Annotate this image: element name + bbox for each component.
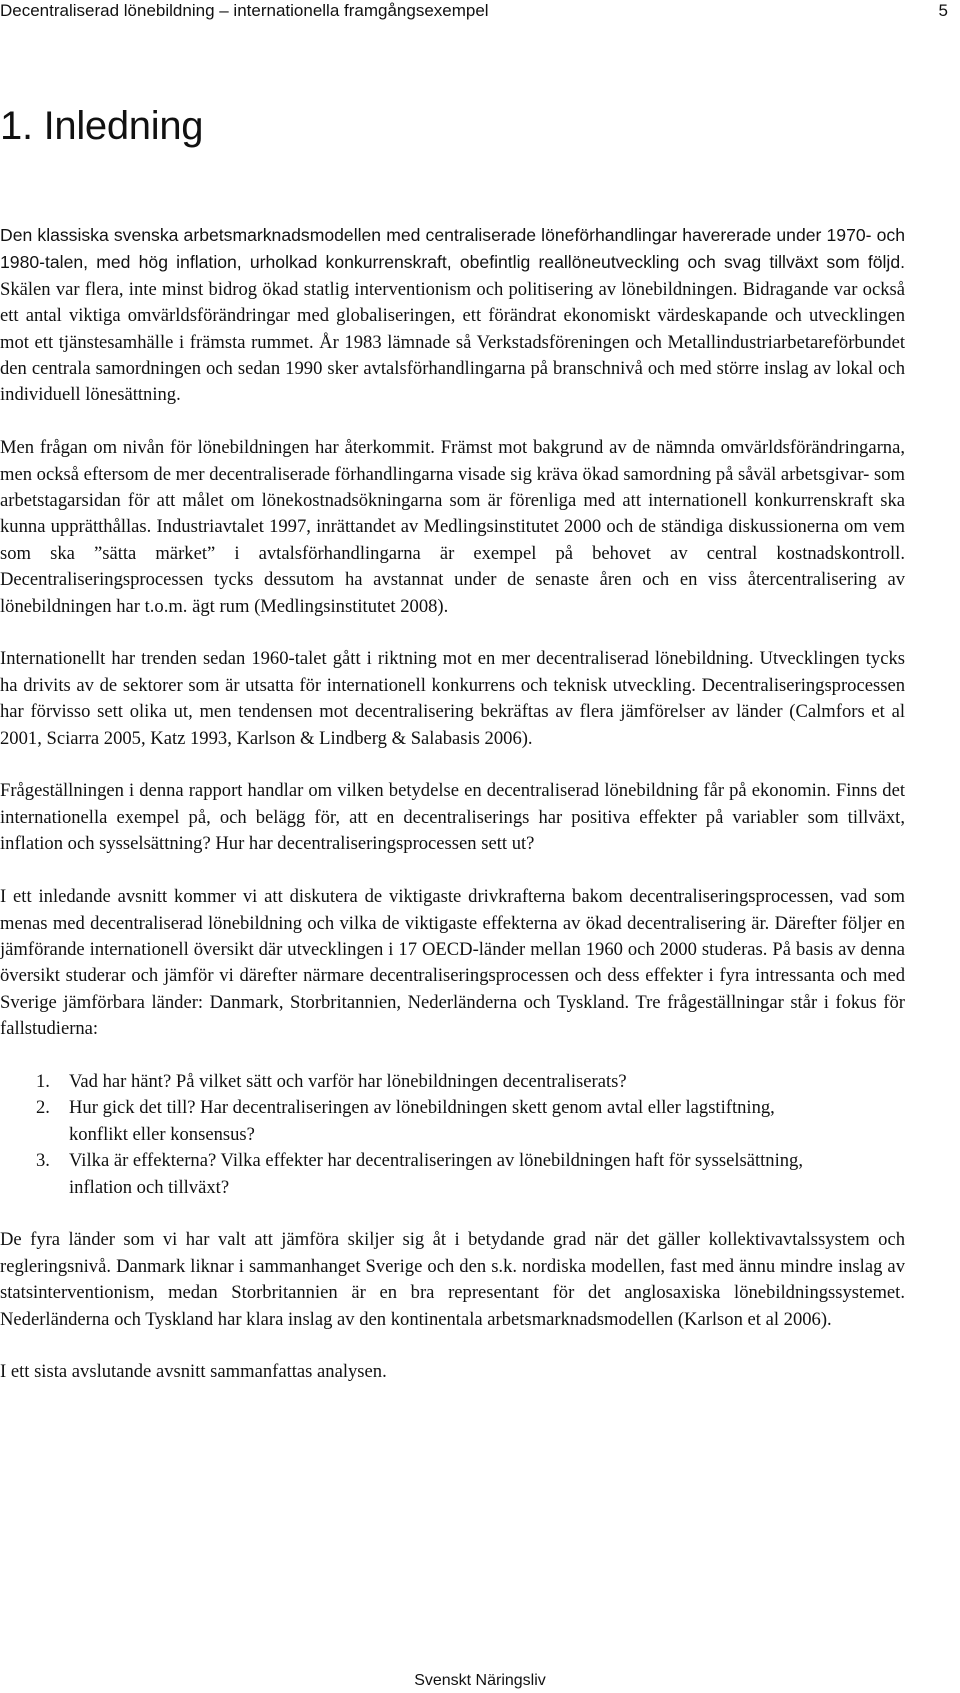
paragraph-intro-sans-run: Den klassiska svenska arbetsmarknadsmodellen med centraliserade löneförhandlingar havererade under 1970- och 1980-talen, med hög inflation, urholkad konkurrenskraft, obefintlig reallöneutveckling och svag tillväxt som följd. <box>0 225 905 273</box>
paragraph-research-question: Frågeställningen i denna rapport handlar om vilken betydelse en decentraliserad lönebildning får på ekonomin. Finns det internationella exempel på, och belägg för, att en decentraliserings har positiva effekter på variabler som tillväxt, inflation och sysselsättning? Hur har decentraliseringsprocessen sett ut? <box>0 780 905 855</box>
list-item-number: 1. <box>36 1070 50 1092</box>
page-number: 5 <box>938 1 948 20</box>
paragraph-intro <box>0 222 905 409</box>
paragraph-outline: I ett inledande avsnitt kommer vi att diskutera de viktigaste drivkrafterna bakom decentraliseringsprocessen, vad som menas med decentraliserad lönebildning och vilka de viktigaste effekterna av ökad decentralisering är. Därefter följer en jämförande internationell översikt där utvecklingen i 17 OECD-länder mellan 1960 och 2000 studeras. På basis av denna översikt studerar och jämför vi därefter närmare decentraliseringsprocessen och dess effekter i fyra intressanta och med Sverige jämförbara länder: Danmark, Storbritannien, Nederländerna och Tyskland. Tre frågeställningar står i fokus för fallstudierna: <box>0 886 905 1040</box>
running-header <box>0 0 948 24</box>
list-item <box>0 1069 905 1095</box>
paragraph-country-selection: De fyra länder som vi har valt att jämföra skiljer sig åt i betydande grad när det gäller kollektivavtalssystem och regleringsnivå. Danmark liknar i sammanhanget Sverige och den s.k. nordiska modellen, fast med ännu mindre inslag av statsinterventionism, medan Storbritannien är en bra representant för det anglosaxiska lönebildningssystemet. Nederländerna och Tyskland har klara inslag av den kontinentala arbetsmarknadsmodellen (Karlson et al 2006). <box>0 1229 905 1330</box>
paragraph-intro-serif-run: Skälen var flera, inte minst bidrog ökad statlig interventionism och politisering av lönebildningen. <box>0 278 738 300</box>
paragraph-international-trend: Internationellt har trenden sedan 1960-talet gått i riktning mot en mer decentraliserad lönebildning. Utvecklingen tycks ha drivits av de sektorer som är utsatta för internationell konkurrens och teknisk utveckling. Decentraliseringsprocessen har förvisso sett olika ut, men tendensen mot decentralisering bekräftas av flera jämförelser av länder (Calmfors et al 2001, Sciarra 2005, Katz 1993, Karlson & Lindberg & Salabasis 2006). <box>0 648 905 749</box>
list-item-text: Hur gick det till? Har decentraliseringen av lönebildningen skett genom avtal eller lagstiftning, konflikt eller konsensus? <box>69 1097 775 1145</box>
paragraph-conclusion: I ett sista avslutande avsnitt sammanfattas analysen. <box>0 1361 387 1383</box>
chapter-heading: 1. Inledning <box>0 104 204 148</box>
list-item-text: Vilka är effekterna? Vilka effekter har decentraliseringen av lönebildningen haft för sysselsättning, inflation och tillväxt? <box>69 1150 804 1198</box>
list-item-number: 3. <box>36 1150 50 1172</box>
paragraph-coordination: Men frågan om nivån för lönebildningen har återkommit. Främst mot bakgrund av de nämnda omvärldsförändringarna, men också eftersom de mer decentraliserade förhandlingarna visade sig kräva ökad samordning på såväl arbetsgivar- som arbetstagarsidan för att målet om lönekostnadsökningarna som är förenliga med att internationell konkurrenskraft ska kunna upprätthållas. Industriavtalet 1997, inrättandet av Medlingsinstitutet 2000 och de ständiga diskussionerna om vem som ska ”sätta märket” i avtalsförhandlingarna är exempel på behovet av central kostnadskontroll. Decentraliseringsprocessen tycks dessutom ha avstannat under de senaste åren och en viss återcentralisering av lönebildningen har t.o.m. ägt rum (Medlingsinstitutet 2008). <box>0 437 905 617</box>
list-item-number: 2. <box>36 1097 50 1119</box>
running-footer: Svenskt Näringsliv <box>414 1672 546 1689</box>
header-title: Decentraliserad lönebildning – internationella framgångsexempel <box>0 1 489 20</box>
body-text <box>0 222 905 1386</box>
list-item <box>0 1148 905 1201</box>
question-list <box>0 1069 905 1201</box>
list-item-text: Vad har hänt? På vilket sätt och varför har lönebildningen decentraliserats? <box>69 1070 627 1092</box>
list-item <box>0 1095 905 1148</box>
paragraph-intro-serif-run-2: Bidragande var också ett antal viktiga omvärldsförändringar med globaliseringen, ett förändrat ekonomiskt värdeskapande och utvecklingen mot ett tjänstesamhälle i främsta rummet. År 1983 lämnade så Verkstadsföreningen och Metallindustriarbetareförbundet den centrala samordningen och sedan 1990 sker avtalsförhandlingarna på branschnivå och med större inslag av lokal och individuell lönesättning. <box>0 278 905 406</box>
